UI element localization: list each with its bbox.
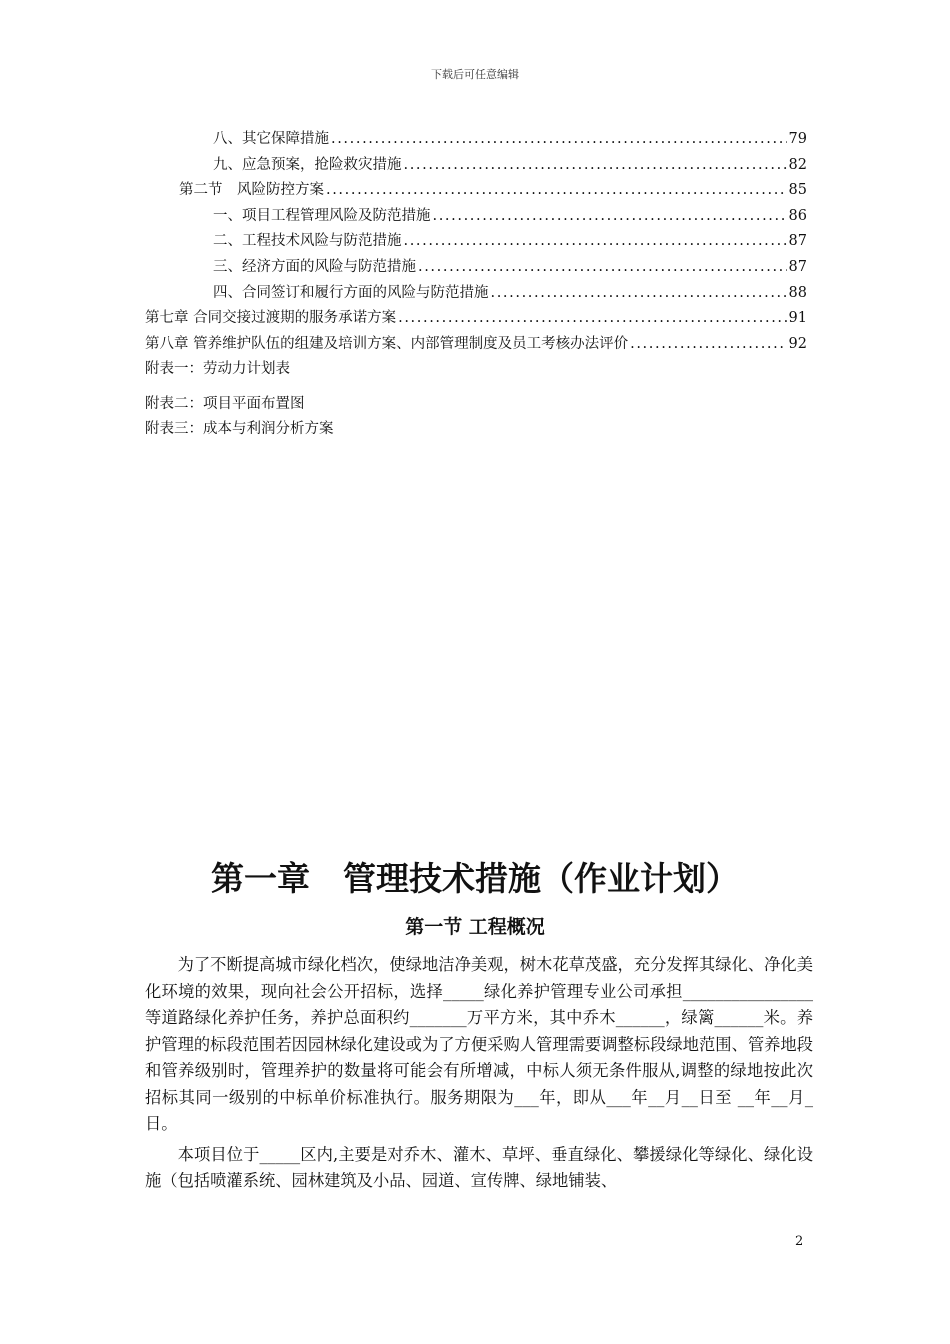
page-header: 下载后可任意编辑 [431, 68, 519, 81]
toc-leader [404, 233, 787, 249]
toc-leader [331, 131, 787, 147]
body-text [145, 952, 813, 1199]
toc-entry-text: 八、其它保障措施 [213, 131, 329, 147]
toc-entry-page: 86 [788, 207, 807, 224]
appendix-entry: 附表二：项目平面布置图 [145, 396, 305, 413]
toc-entry-text: 三、经济方面的风险与防范措施 [213, 258, 416, 275]
section-title: 第一节 工程概况 [405, 916, 545, 938]
paragraph: 为了不断提高城市绿化档次，使绿地洁净美观，树木花草茂盛，充分发挥其绿化、净化美化环境的效果，现向社会公开招标，选择_____绿化养护管理专业公司承担________________等道路绿化养护任务，养护总面积约_______万平方米，其中乔木______，绿篱______米。养护管理的标段范围若因园林绿化建设或为了方便采购人管理需要调整标段绿地范围、管养地段和管养级别时，管理养护的数量将可能会有所增减，中标人须无条件服从,调整的绿地按此次招标其同一级别的中标单价标准执行。服务期限为___年，即从___年__月__日至 __年__月_日。 [145, 955, 813, 1133]
toc-leader [630, 336, 786, 352]
toc-entry-text: 二、工程技术风险与防范措施 [213, 233, 402, 250]
toc-leader [404, 157, 787, 173]
toc-entry[interactable] [145, 204, 807, 230]
toc-entry-page: 88 [788, 284, 807, 301]
toc-entry[interactable] [145, 127, 807, 153]
toc-leader [433, 208, 787, 224]
toc-entry-text: 一、项目工程管理风险及防范措施 [213, 207, 431, 224]
toc-entry-page: 79 [788, 131, 807, 147]
toc-entry[interactable] [145, 229, 807, 255]
page-number: 2 [795, 1234, 804, 1249]
toc-leader [418, 259, 787, 275]
toc-entry-text: 第二节 风险防控方案 [179, 182, 324, 199]
toc-entry-text: 第七章 合同交接过渡期的服务承诺方案 [145, 310, 397, 327]
chapter-title: 第一章 管理技术措施（作业计划） [211, 859, 739, 898]
toc-entry[interactable] [145, 178, 807, 204]
toc-entry-text: 第八章 管养维护队伍的组建及培训方案、内部管理制度及员工考核办法评价 [145, 335, 629, 352]
toc-leader [326, 182, 787, 198]
toc-entry[interactable] [145, 153, 807, 179]
toc-entry-text: 四、合同签订和履行方面的风险与防范措施 [213, 284, 489, 301]
paragraph: 本项目位于_____区内,主要是对乔木、灌木、草坪、垂直绿化、攀援绿化等绿化、绿化设施（包括喷灌系统、园林建筑及小品、园道、宣传牌、绿地铺装、 [145, 1144, 813, 1190]
toc-leader [491, 285, 787, 301]
toc-entry-page: 91 [788, 310, 807, 327]
toc-entry-page: 87 [788, 258, 807, 275]
toc-entry-text: 九、应急预案，抢险救灾措施 [213, 156, 402, 173]
toc-entry-page: 92 [788, 335, 807, 352]
toc-leader [398, 310, 786, 326]
toc-entry-page: 85 [788, 182, 807, 199]
toc-entry[interactable] [145, 255, 807, 281]
toc-entry[interactable] [145, 281, 807, 307]
toc-entry-page: 82 [788, 156, 807, 173]
appendix-entry: 附表三：成本与利润分析方案 [145, 421, 334, 438]
toc-entry-page: 87 [788, 233, 807, 250]
toc-entry[interactable] [145, 332, 807, 358]
toc-entry[interactable] [145, 306, 807, 332]
table-of-contents [145, 127, 807, 442]
appendix-entry: 附表一：劳动力计划表 [145, 361, 290, 378]
